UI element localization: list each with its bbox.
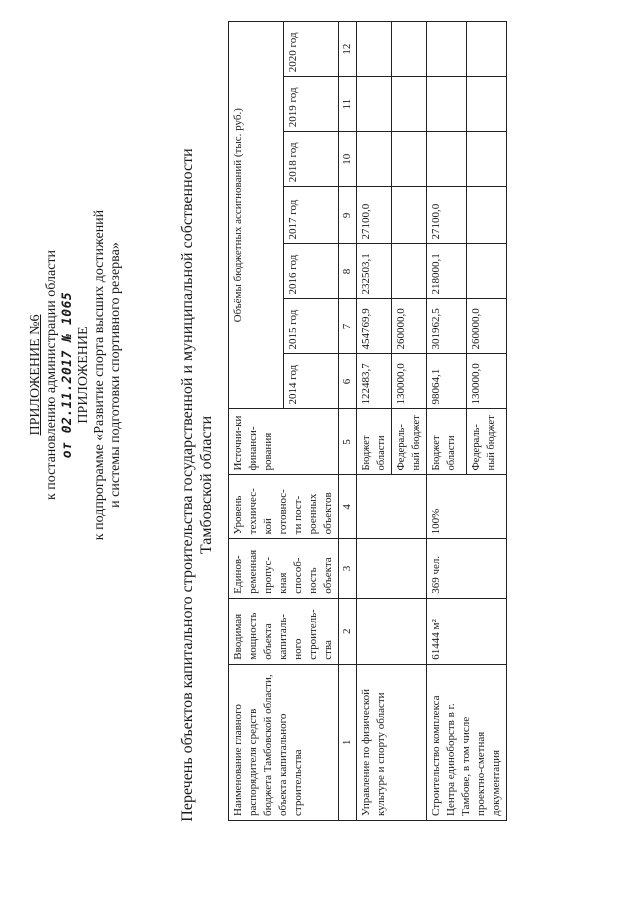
appendix-title: ПРИЛОЖЕНИЕ №6 <box>28 314 43 436</box>
throughput-cell: 369 чел. <box>427 539 507 598</box>
value-cell <box>427 132 467 187</box>
value-cell: 260000,0 <box>467 299 507 354</box>
value-cell <box>392 187 427 244</box>
column-number: 11 <box>339 77 357 132</box>
funding-source-cell: Федераль-ный бюджет <box>392 409 427 475</box>
readiness-cell: 100% <box>427 475 507 539</box>
column-number: 10 <box>339 132 357 187</box>
value-cell: 232503,1 <box>357 244 392 299</box>
table-header-row <box>229 22 284 821</box>
decree-date-number: от 02.11.2017 № 1065 <box>60 291 75 459</box>
document-header <box>28 140 124 610</box>
value-cell <box>427 77 467 132</box>
value-cell <box>357 77 392 132</box>
value-cell: 130000,0 <box>392 354 427 409</box>
header-cell: Уровень техничес-кой готовнос-ти пост-роенных объектов <box>229 475 339 539</box>
throughput-cell <box>357 539 427 598</box>
column-number-row <box>339 22 357 821</box>
document-title-line-1: Перечень объектов капитального строительства государственной и муниципальной собственности <box>179 148 196 822</box>
column-number: 1 <box>339 664 357 820</box>
value-cell <box>392 132 427 187</box>
year-header: 2019 год <box>284 77 339 132</box>
budget-group-header: Объёмы бюджетных ассигнований (тыс. руб.) <box>229 22 284 409</box>
year-header: 2016 год <box>284 244 339 299</box>
readiness-cell <box>357 475 427 539</box>
value-cell <box>467 132 507 187</box>
value-cell: 218000,1 <box>427 244 467 299</box>
value-cell <box>467 244 507 299</box>
column-number: 8 <box>339 244 357 299</box>
column-number: 5 <box>339 409 357 475</box>
year-header: 2018 год <box>284 132 339 187</box>
value-cell: 98064,1 <box>427 354 467 409</box>
value-cell: 454769,9 <box>357 299 392 354</box>
header-cell: Единов-ременная пропус-кная способ-ность объекта <box>229 539 339 598</box>
column-number: 6 <box>339 354 357 409</box>
header-cell: Наименование главного распорядителя средств бюджета Тамбовской области, объекта капитального строительства <box>229 664 339 820</box>
value-cell <box>357 132 392 187</box>
year-header: 2015 год <box>284 299 339 354</box>
column-number: 7 <box>339 299 357 354</box>
year-header: 2014 год <box>284 354 339 409</box>
document-title <box>178 135 216 835</box>
subprogram-line-1: к подпрограмме «Развитие спорта высших достижений <box>92 209 107 541</box>
value-cell: 130000,0 <box>467 354 507 409</box>
funding-source-cell: Федераль-ный бюджет <box>467 409 507 475</box>
capital-construction-table <box>228 21 507 821</box>
value-cell <box>467 187 507 244</box>
year-header: 2017 год <box>284 187 339 244</box>
capacity-cell: 61444 м² <box>427 598 507 664</box>
column-number: 9 <box>339 187 357 244</box>
header-cell: Вводимая мощность объекта капиталь-ного строитель-ства <box>229 598 339 664</box>
column-number: 12 <box>339 22 357 77</box>
value-cell: 301962,5 <box>427 299 467 354</box>
appendix-title-2: ПРИЛОЖЕНИЕ <box>76 326 91 424</box>
header-cell: Источни-ки финанси-рования <box>229 409 339 475</box>
column-number: 3 <box>339 539 357 598</box>
value-cell: 27100,0 <box>427 187 467 244</box>
object-name-cell: Управление по физической культуре и спорту области <box>357 664 427 820</box>
funding-source-cell: Бюджет области <box>357 409 392 475</box>
value-cell: 27100,0 <box>357 187 392 244</box>
subprogram-line-2: и системы подготовки спортивного резерва» <box>108 242 123 508</box>
value-cell <box>392 244 427 299</box>
value-cell <box>357 22 392 77</box>
value-cell <box>427 22 467 77</box>
funding-source-cell: Бюджет области <box>427 409 467 475</box>
capacity-cell <box>357 598 427 664</box>
value-cell: 260000,0 <box>392 299 427 354</box>
value-cell <box>392 77 427 132</box>
year-header: 2020 год <box>284 22 339 77</box>
value-cell: 122483,7 <box>357 354 392 409</box>
table-row <box>357 22 392 821</box>
column-number: 2 <box>339 598 357 664</box>
value-cell <box>467 22 507 77</box>
column-number: 4 <box>339 475 357 539</box>
value-cell <box>467 77 507 132</box>
document-title-line-2: Тамбовской области <box>198 415 215 555</box>
value-cell <box>392 22 427 77</box>
object-name-cell: Строительство комплекса Центра единоборств в г. Тамбове, в том числе проектно-сметная документация <box>427 664 507 820</box>
table-row <box>427 22 467 821</box>
decree-reference: к постановлению администрации области <box>44 249 59 501</box>
